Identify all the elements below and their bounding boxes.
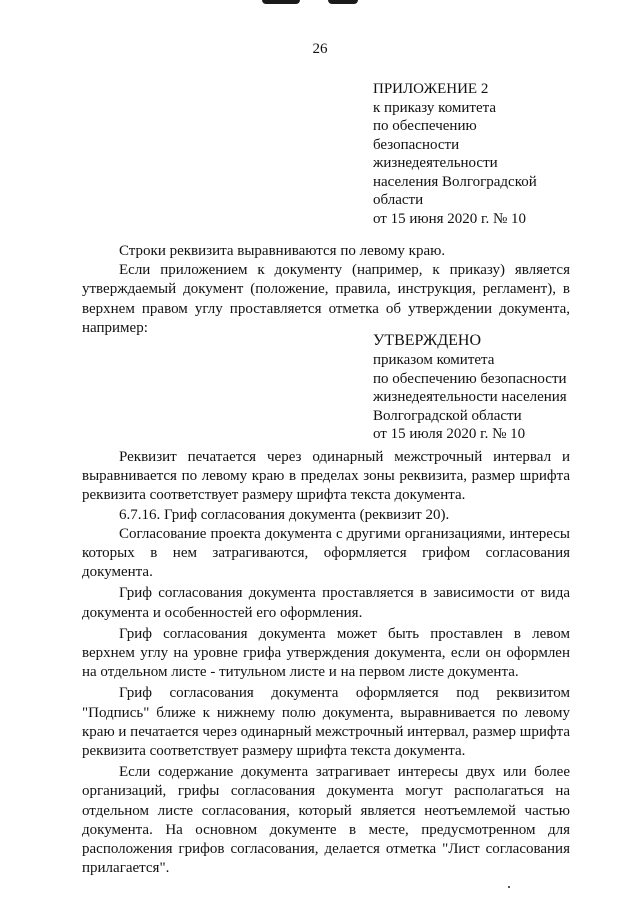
appendix-date: от 15 июня 2020 г. № 10 (373, 210, 527, 227)
approval-stamp-line: по обеспечению безопасности (373, 370, 567, 387)
approval-stamp-line: приказом комитета (373, 352, 495, 368)
paragraph: Гриф согласования документа может быть проставлен в левом верхнем углу на уровне грифа утверждения документа, если он оформлен на отдельном листе - титульном листе и на первом листе документа. (82, 625, 570, 681)
appendix-line: безопасности (373, 136, 460, 153)
appendix-title: ПРИЛОЖЕНИЕ 2 (373, 81, 489, 97)
approval-stamp-line: Волгоградской области (373, 407, 522, 424)
approval-stamp-line: жизнедеятельности населения (373, 389, 567, 405)
paragraph: Строки реквизита выравниваются по левому краю. (119, 243, 446, 259)
paragraph: Если приложением к документу (например, к приказу) является утверждаемый документ (положение, правила, инструкция, регламент), в верхнем правом углу проставляется отметка об утверждении документа, например: (82, 262, 570, 336)
approval-stamp-date: от 15 июля 2020 г. № 10 (373, 426, 526, 442)
scan-artifact (328, 0, 358, 4)
paragraph: Согласование проекта документа с другими организациями, интересы которых в нем затрагиваются, оформляется грифом согласования документа. (82, 525, 570, 581)
body-text-bottom (82, 448, 570, 878)
scan-artifact (262, 0, 300, 4)
body-text-top (82, 242, 570, 338)
appendix-line: населения Волгоградской (373, 173, 537, 190)
section-heading: 6.7.16. Гриф согласования документа (реквизит 20). (119, 506, 450, 523)
approval-stamp-title: УТВЕРЖДЕНО (373, 332, 482, 349)
paragraph: Гриф согласования документа проставляется в зависимости от вида документа и особенностей его оформления. (82, 585, 570, 621)
paragraph: Реквизит печатается через одинарный межстрочный интервал и выравнивается по левому краю в пределах зоны реквизита, размер шрифта реквизита соответствует размеру шрифта текста документа. (82, 449, 570, 504)
appendix-line: по обеспечению (373, 118, 477, 134)
page-number: 26 (312, 41, 328, 57)
paragraph: Если содержание документа затрагивает интересы двух или более организаций, грифы согласования документа могут располагаться на отдельном листе согласования, который является неотъемлемой частью документа. На основном документе в месте, предусмотренном для расположения грифов согласования, делается отметка "Лист согласования прилагается". (82, 764, 570, 877)
appendix-line: области (373, 192, 424, 208)
paragraph: Гриф согласования документа оформляется под реквизитом "Подпись" ближе к нижнему полю документа, выравнивается по левому краю и печатается через одинарный межстрочный интервал, размер шрифта реквизита соответствует размеру шрифта текста документа. (82, 685, 570, 760)
appendix-line: жизнедеятельности (373, 155, 498, 171)
approval-stamp-example (373, 331, 567, 444)
appendix-header (373, 80, 537, 228)
appendix-line: к приказу комитета (373, 99, 497, 116)
scan-artifact (508, 886, 510, 888)
